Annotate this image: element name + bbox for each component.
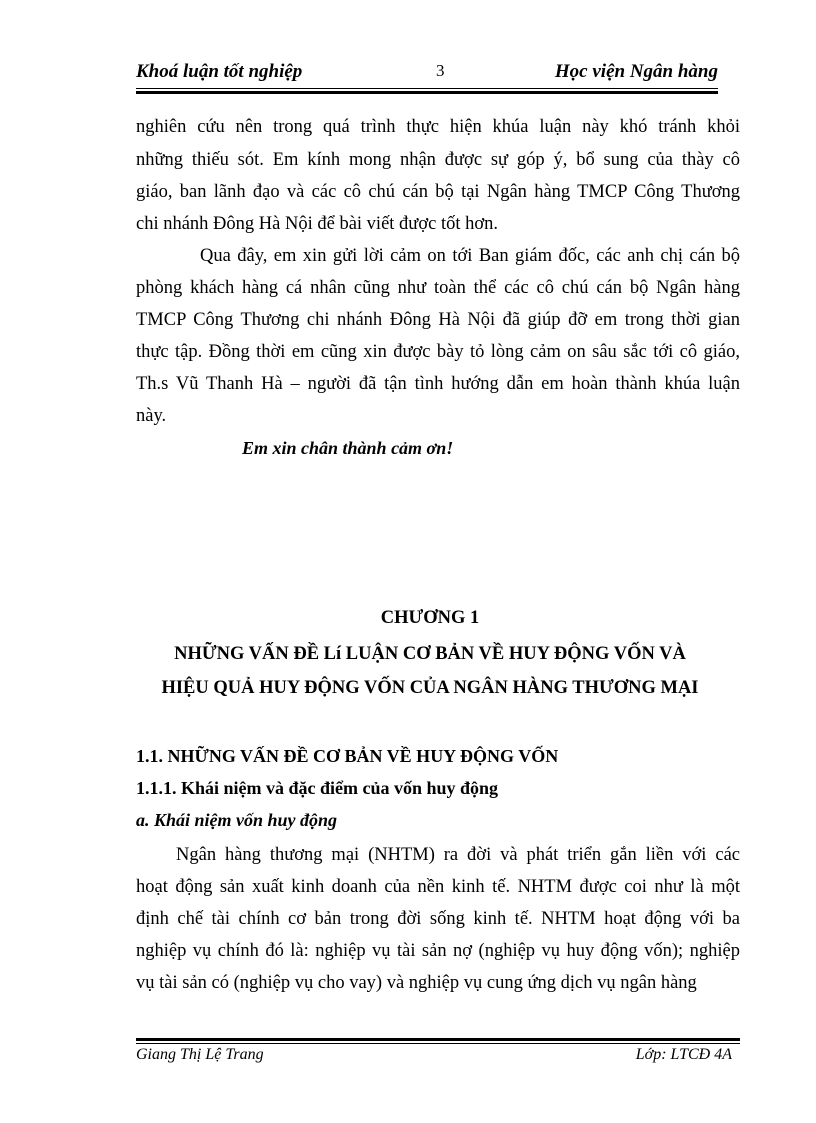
para1-line: nghiên cứu nên trong quá trình thực hiện khúa luận này khó tránh khỏi bbox=[136, 117, 740, 137]
page-header bbox=[136, 59, 718, 87]
para3-line: Ngân hàng thương mại (NHTM) ra đời và phát triển gắn liền với các bbox=[176, 845, 740, 865]
footer-class: Lớp: LTCĐ 4A bbox=[635, 1046, 732, 1063]
para2-line: Th.s Vũ Thanh Hà – người đã tận tình hướng dẫn em hoàn thành khúa luận bbox=[136, 374, 740, 394]
chapter-title-line: NHỮNG VẤN ĐỀ Lí LUẬN CƠ BẢN VỀ HUY ĐỘNG VỐN VÀ bbox=[174, 644, 686, 664]
header-rule-thin bbox=[136, 88, 718, 89]
para3-line: nghiệp vụ chính đó là: nghiệp vụ tài sản nợ (nghiệp vụ huy động vốn); nghiệp bbox=[136, 941, 740, 961]
para2-line: này. bbox=[136, 406, 167, 426]
footer-rule-thick bbox=[136, 1038, 740, 1041]
header-institution-label: Học viện Ngân hàng bbox=[554, 61, 718, 82]
thanks-line: Em xin chân thành cảm ơn! bbox=[242, 438, 454, 458]
para1-line: những thiếu sót. Em kính mong nhận được sự góp ý, bổ sung của thày cô bbox=[136, 150, 740, 170]
subsection-heading: 1.1.1. Khái niệm và đặc điểm của vốn huy động bbox=[136, 778, 499, 798]
page-number: 3 bbox=[436, 61, 445, 80]
para1-line: giáo, ban lãnh đạo và các cô chú cán bộ tại Ngân hàng TMCP Công Thương bbox=[136, 182, 740, 202]
para3-line: vụ tài sản có (nghiệp vụ cho vay) và nghiệp vụ cung ứng dịch vụ ngân hàng bbox=[136, 973, 697, 993]
footer-author: Giang Thị Lệ Trang bbox=[136, 1046, 264, 1063]
header-rule-thick bbox=[136, 91, 718, 94]
para2-line: TMCP Công Thương chi nhánh Đông Hà Nội đã giúp đỡ em trong thời gian bbox=[136, 310, 740, 330]
footer-rule-thin bbox=[136, 1043, 740, 1044]
para2-line: thực tập. Đồng thời em cũng xin được bày tỏ lòng cảm on sâu sắc tới cô giáo, bbox=[136, 342, 740, 362]
para2-line: phòng khách hàng cá nhân cũng như toàn thể các cô chú cán bộ Ngân hàng bbox=[136, 278, 740, 298]
para3-line: định chế tài chính cơ bản trong đời sống kinh tế. NHTM hoạt động với ba bbox=[136, 909, 740, 929]
subheading-a: a. Khái niệm vốn huy động bbox=[136, 810, 338, 830]
chapter-number: CHƯƠNG 1 bbox=[380, 608, 480, 628]
para3-line: hoạt động sản xuất kinh doanh của nền kinh tế. NHTM được coi như là một bbox=[136, 877, 740, 897]
header-thesis-label: Khoá luận tốt nghiệp bbox=[136, 61, 303, 82]
para2-line: Qua đây, em xin gửi lời cảm on tới Ban giám đốc, các anh chị cán bộ bbox=[200, 246, 740, 266]
chapter-title-line: HIỆU QUẢ HUY ĐỘNG VỐN CỦA NGÂN HÀNG THƯƠNG MẠI bbox=[161, 678, 699, 698]
para1-line: chi nhánh Đông Hà Nội để bài viết được tốt hơn. bbox=[136, 214, 499, 234]
section-heading: 1.1. NHỮNG VẤN ĐỀ CƠ BẢN VỀ HUY ĐỘNG VỐN bbox=[136, 746, 559, 766]
